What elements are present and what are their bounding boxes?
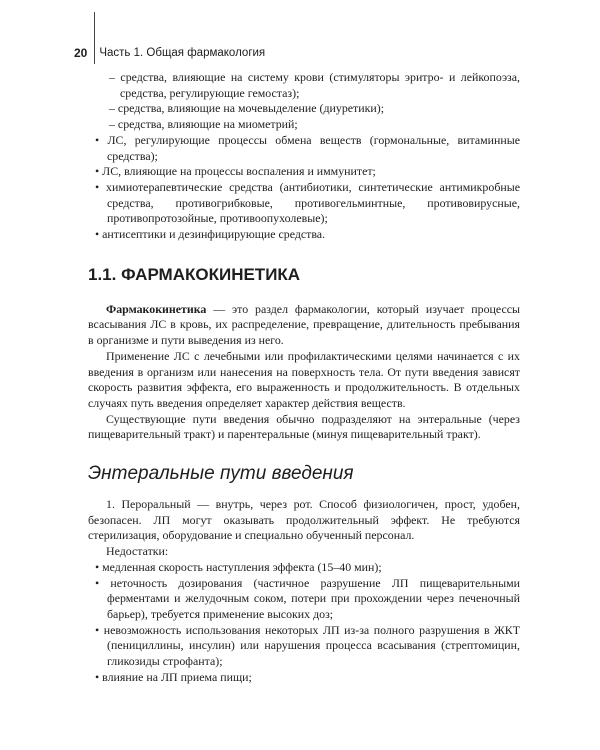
running-header (74, 46, 265, 60)
page-body (88, 70, 520, 686)
paragraph: Существующие пути введения обычно подразделяют на энтеральные (через пищеварительный тракт) и парентеральные (минуя пищеварительный тракт). (88, 411, 520, 442)
section-heading-pharmacokinetics: 1.1. ФАРМАКОКИНЕТИКА (88, 264, 301, 284)
paragraph: Применение ЛС с лечебными или профилактическими целями начинается с их введения в организм или нанесения на поверхность тела. От пути введения зависят скорость развития эффекта, его выраженность и продолжительность. В отдельных случаях путь введения определяет характер действия веществ. (88, 348, 520, 410)
paragraph: 1. Пероральный — внутрь, через рот. Способ физиологичен, прост, удобен, безопасен. ЛП могут оказывать продолжительный эффект. Не требуются стерилизация, оборудование и специально обученный персонал. (88, 497, 520, 543)
list-item: • невозможность использования некоторых ЛП из-за полного разрушения в ЖКТ (пенициллины, инсулин) или нарушения процесса всасывания (стрептомицин, гликозиды строфанта); (95, 622, 520, 669)
page-number: 20 (74, 46, 88, 60)
term-bold: Фармакокинетика (106, 301, 207, 316)
paragraph-text: — это раздел фармакологии, который изучает процессы всасывания ЛС в кровь, их распределение, превращение, длительность пребывания в организме и пути выведения из него. (88, 301, 520, 348)
list-item: • ЛС, регулирующие процессы обмена веществ (гормональные, витаминные средства); (95, 132, 520, 163)
subsection-heading-enteral: Энтеральные пути введения (88, 463, 354, 485)
running-title: Часть 1. Общая фармакология (99, 47, 266, 59)
header-divider (94, 12, 95, 64)
paragraph: Недостатки: (106, 544, 169, 559)
list-item: • антисептики и дезинфицирующие средства. (95, 227, 326, 242)
list-item: • медленная скорость наступления эффекта (15–40 мин); (95, 559, 382, 574)
list-item: • ЛС, влияющие на процессы воспаления и иммунитет; (95, 164, 376, 179)
list-item: • химиотерапевтические средства (антибиотики, синтетические антимикробные средства, противогрибковые, противогельминтные, противовирусные, противопротозойные, противоопухолевые); (95, 179, 520, 226)
list-item: • неточность дозирования (частичное разрушение ЛП пищеварительными ферментами и желудочным соком, потери при прохождении через печеночный барьер), требуется применение высоких доз; (95, 575, 520, 621)
paragraph (88, 302, 520, 349)
list-item: – средства, влияющие на мочевыделение (диуретики); (109, 101, 384, 116)
list-item: – средства, влияющие на миометрий; (109, 117, 298, 132)
list-item: – средства, влияющие на систему крови (стимуляторы эритро- и лейкопоэза, средства, регулирующие гемостаз); (109, 70, 520, 100)
list-item: • влияние на ЛП приема пищи; (95, 669, 252, 684)
